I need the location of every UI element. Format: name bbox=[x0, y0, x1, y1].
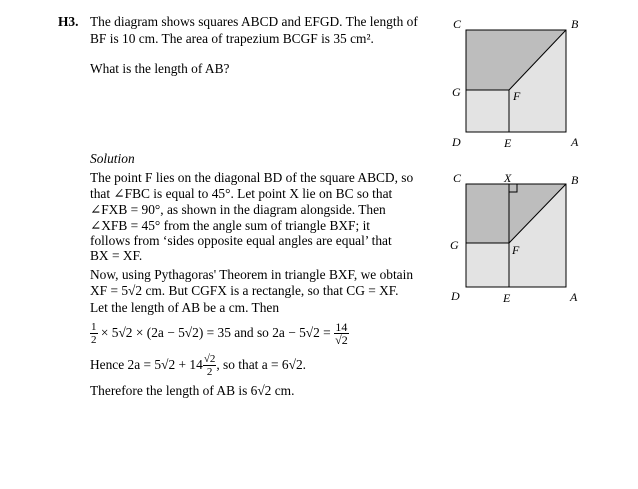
label-a: A bbox=[570, 290, 578, 304]
label-e: E bbox=[504, 136, 512, 150]
solution-line: Let the length of AB be a cm. Then bbox=[90, 300, 280, 315]
conclusion: Therefore the length of AB is 6√2 cm. bbox=[90, 383, 295, 398]
solution-line: follows from ‘sides opposite equal angles are equal’ that bbox=[90, 233, 392, 248]
fraction-half: $\frac{1}{2}$ bbox=[91, 321, 97, 347]
label-d: D bbox=[451, 289, 460, 303]
solution-line: The point F lies on the diagonal BD of the square ABCD, so bbox=[90, 170, 414, 185]
label-g: G bbox=[452, 85, 461, 99]
label-c: C bbox=[453, 171, 462, 185]
question-line-2: BF is 10 cm. The area of trapezium BCGF is 35 cm². bbox=[90, 31, 374, 46]
equation-1-text: × 5√2 × (2a − 5√2) = 35 and so 2a − 5√2 = bbox=[100, 325, 331, 340]
equation-2-prefix: Hence 2a = 5√2 + 14 bbox=[90, 357, 203, 372]
fraction-root2-over-2: $\frac{√2}{2}$ bbox=[203, 353, 216, 379]
solution-line: that ∠FBC is equal to 45°. Let point X lie on BC so that bbox=[90, 186, 393, 201]
solution-line: ∠XFB = 45° from the angle sum of triangle BXF; it bbox=[90, 218, 371, 233]
label-b: B bbox=[571, 17, 579, 31]
label-f: F bbox=[513, 89, 521, 103]
label-f: F bbox=[512, 243, 520, 257]
label-a: A bbox=[571, 135, 579, 149]
label-d: D bbox=[452, 135, 461, 149]
label-x: X bbox=[504, 171, 512, 185]
solution-line: Now, using Pythagoras' Theorem in triangle BXF, we obtain bbox=[90, 267, 414, 282]
question-number: H3. bbox=[58, 14, 79, 29]
question-line-1: The diagram shows squares ABCD and EFGD. The length of bbox=[90, 14, 418, 29]
label-c: C bbox=[453, 17, 462, 31]
label-e: E bbox=[503, 291, 511, 305]
question-prompt: What is the length of AB? bbox=[90, 61, 230, 76]
fraction-14-over-root2: $\frac{14}{√2}$ bbox=[335, 320, 348, 348]
solution-line: XF = 5√2 cm. But CGFX is a rectangle, so that CG = XF. bbox=[90, 283, 399, 298]
label-g: G bbox=[450, 238, 459, 252]
solution-diagram bbox=[450, 171, 579, 305]
solution-heading: Solution bbox=[90, 151, 135, 166]
equation-2-suffix: , so that a = 6√2. bbox=[216, 357, 307, 372]
solution-line: ∠FXB = 90°, as shown in the diagram alongside. Then bbox=[90, 202, 386, 217]
question-diagram bbox=[451, 17, 579, 150]
solution-line: BX = XF. bbox=[90, 248, 143, 263]
label-b: B bbox=[571, 173, 579, 187]
